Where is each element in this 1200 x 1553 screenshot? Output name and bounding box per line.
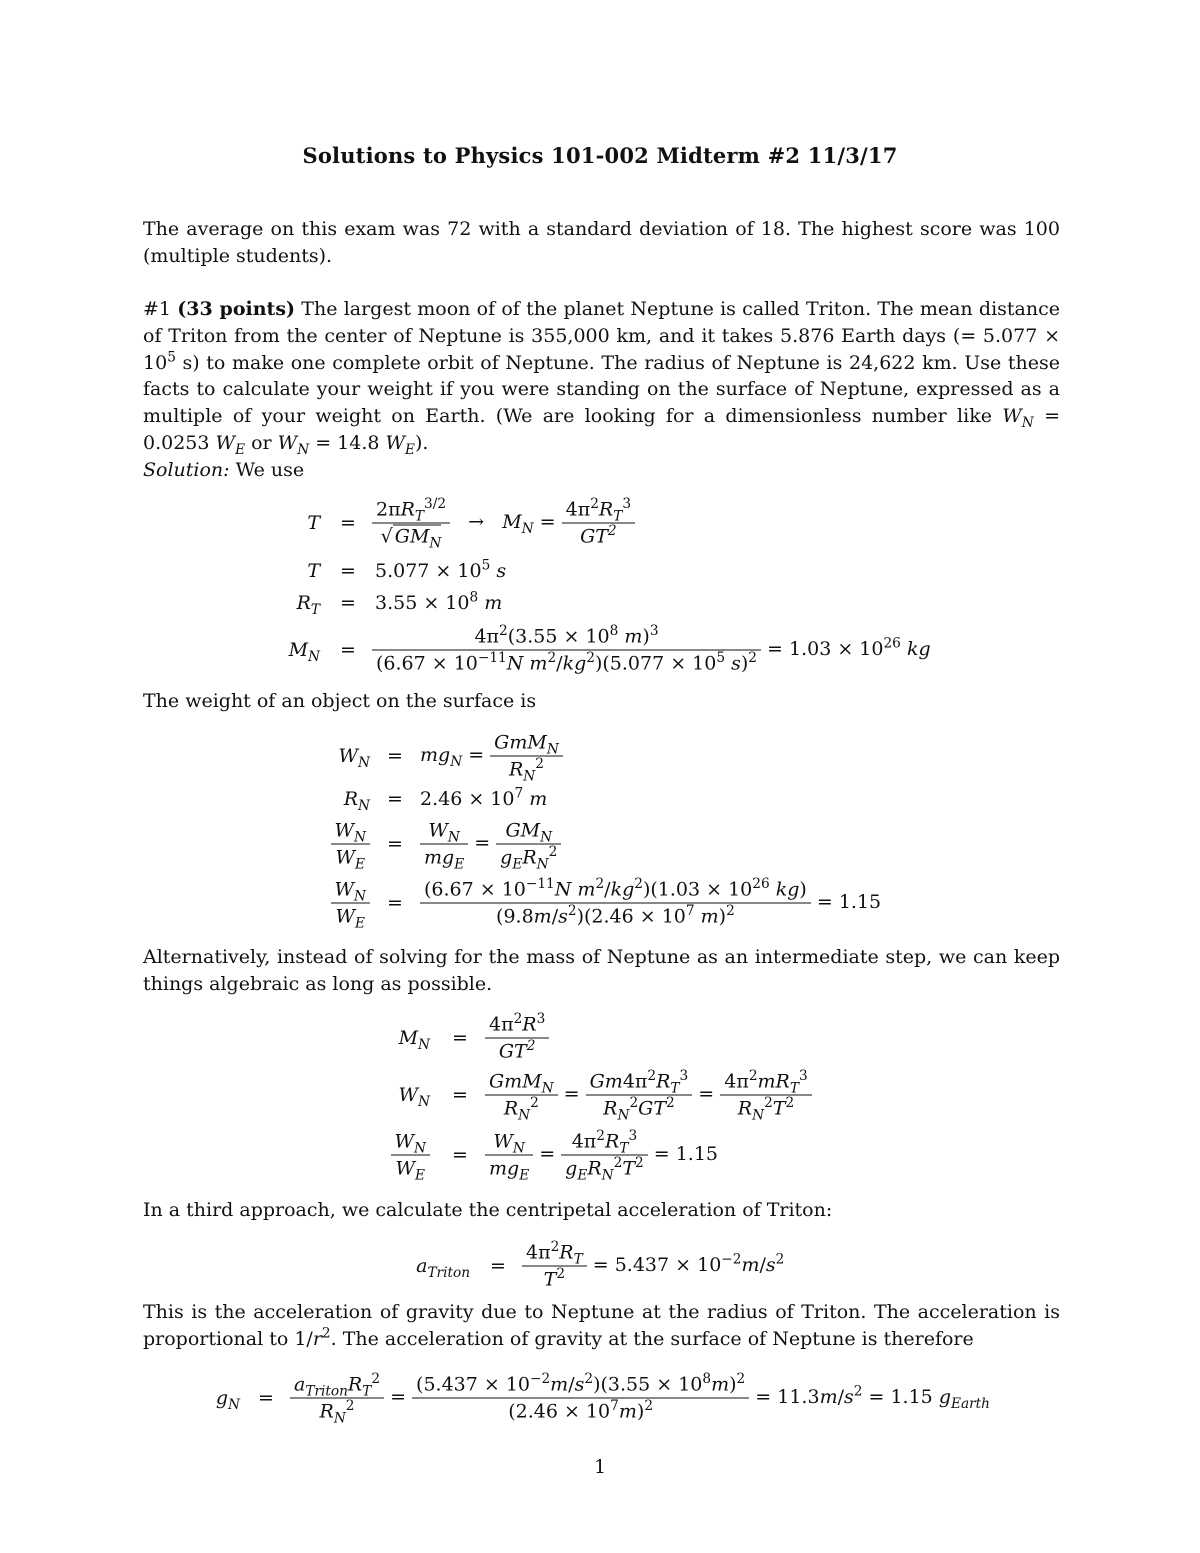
example-2-sub: N [297, 441, 310, 458]
equation-row: T [307, 560, 320, 582]
solution-label: Solution: [143, 458, 230, 481]
equation-row: $M_N$ = $\frac{4\pi^2(3.55 \times 10^8 m)^3}{(6.67 \times 10^{-11}N m^2/kg^2)(5.077 \times 10^5 s)^2}$ = $1.03 \times 10^{26}$ kg [288, 622, 931, 675]
accel-text-2: . The acceleration of gravity at the surface of Neptune is therefore [330, 1327, 974, 1350]
example-1-var: W [1002, 405, 1022, 428]
accel-r: r [312, 1327, 322, 1350]
solution-intro: We use [229, 458, 305, 481]
text-third-approach: In a third approach, we calculate the centripetal acceleration of Triton: [143, 1199, 833, 1221]
equation-row: $\frac{W_N}{W_E}$ = $\frac{(6.67 \times 10^{-11}N m^2/kg^2)(1.03 \times 10^{26} kg)}{(9.8m/s^2)(2.46 \times 10^7 m)^2}$ = 1.15 [0, 873, 1200, 933]
problem-number: #1 [143, 298, 172, 320]
equals-sign: = [340, 560, 356, 582]
example-2-var: W [277, 431, 298, 454]
example-1-mid: = 0.0253 [143, 405, 1060, 454]
equation-rhs: $2.46 \times 10^7$ m [420, 785, 548, 810]
problem-points: (33 points) [177, 298, 296, 320]
text-alternatively: Alternatively, instead of solving for the mass of Neptune as an intermediate step, we can keep things algebraic as long as possible. [143, 946, 1060, 995]
example-2-mid: = 14.8 [309, 431, 386, 454]
equals-sign: = [387, 788, 403, 810]
problem-text-2: s) to make one complete orbit of Neptune. The radius of Neptune is 24,622 km. Use these facts to calculate your weight if you were standing on the surface of Neptune, expressed as a multiple of your weight on Earth. (We are looking for a dimensionless number like [143, 351, 1060, 428]
example-or: or [245, 431, 278, 454]
example-2-wsub: E [405, 441, 416, 458]
equation-row: $a_{Triton}$ = $\frac{4\pi^2R_T}{T^2}$ = $5.437 \times 10^{-2}m/s^2$ [416, 1238, 785, 1291]
equation-row: $W_N$ = $\frac{GmM_N}{R_N^2}$ = $\frac{Gm4\pi^2R_T^3}{R_N^2GT^2}$ = $\frac{4\pi^2mR_T^3}{R_N^2T^2}$ [0, 1065, 1200, 1125]
accel-text-1: This is the acceleration of gravity due to Neptune at the radius of Triton. The acceleration is proportional to 1/ [143, 1301, 1060, 1350]
page-title: Solutions to Physics 101-002 Midterm #2 11/3/17 [302, 143, 898, 168]
equation-row: $\frac{W_N}{W_E}$ = $\frac{W_N}{mg_E}$ = $\frac{GM_N}{g_ER_N^2}$ [0, 814, 1200, 874]
equation-row: $g_N$ = $\frac{a_{Triton}R_T^2}{R_N^2}$ = $\frac{(5.437 \times 10^{-2}m/s^2)(3.55 \times 10^8m)^2}{(2.46 \times 10^7m)^2}$ = $11.3m/s^2 = 1.15$ $g_{Earth}$ [215, 1370, 990, 1427]
equals-sign: = [340, 592, 356, 614]
equation-row: $R_T$ [296, 592, 320, 618]
equation-row: $R_N$ [343, 788, 370, 814]
example-1-wsub: E [235, 441, 246, 458]
problem-text-1-exponent: 5 [167, 349, 176, 366]
problem-statement [143, 296, 1060, 484]
equation-rhs: $3.55 \times 10^8$ m [375, 589, 503, 614]
text-weight-surface: The weight of an object on the surface is [143, 690, 537, 712]
equation-row: $W_N$ = $mg_N$ = $\frac{GmM_N}{R_N^2}$ [0, 726, 1200, 786]
equation-rhs: $5.077 \times 10^5$ s [375, 557, 507, 582]
text-acceleration [143, 1299, 1060, 1353]
example-end: ). [415, 431, 429, 454]
equation-row: $M_N$ = $\frac{4\pi^2R^3}{GT^2}$ [0, 1008, 1200, 1068]
example-2-w: W [385, 431, 406, 454]
example-1-w: W [215, 431, 236, 454]
intro-paragraph: The average on this exam was 72 with a standard deviation of 18. The highest score was 100 (multiple students). [143, 218, 1060, 267]
example-1-sub: N [1021, 414, 1034, 431]
problem-text-1: The largest moon of of the planet Neptune is called Triton. The mean distance of Triton from the center of Neptune is 355,000 km, and it takes 5.876 Earth days (= 5.077 × 10 [143, 298, 1060, 374]
page-number: 1 [593, 1456, 607, 1478]
accel-exp: 2 [321, 1325, 331, 1342]
equation-row: $\frac{W_N}{W_E}$ = $\frac{W_N}{mg_E}$ = $\frac{4\pi^2R_T^3}{g_ER_N^2T^2}$ = 1.15 [0, 1125, 1200, 1185]
equation-row: T = $\frac{2\pi R_T^{3/2}}{√ GM_N}$ → $M_N$ = $\frac{4\pi^2R_T^3}{GT^2}$ [0, 493, 1200, 553]
